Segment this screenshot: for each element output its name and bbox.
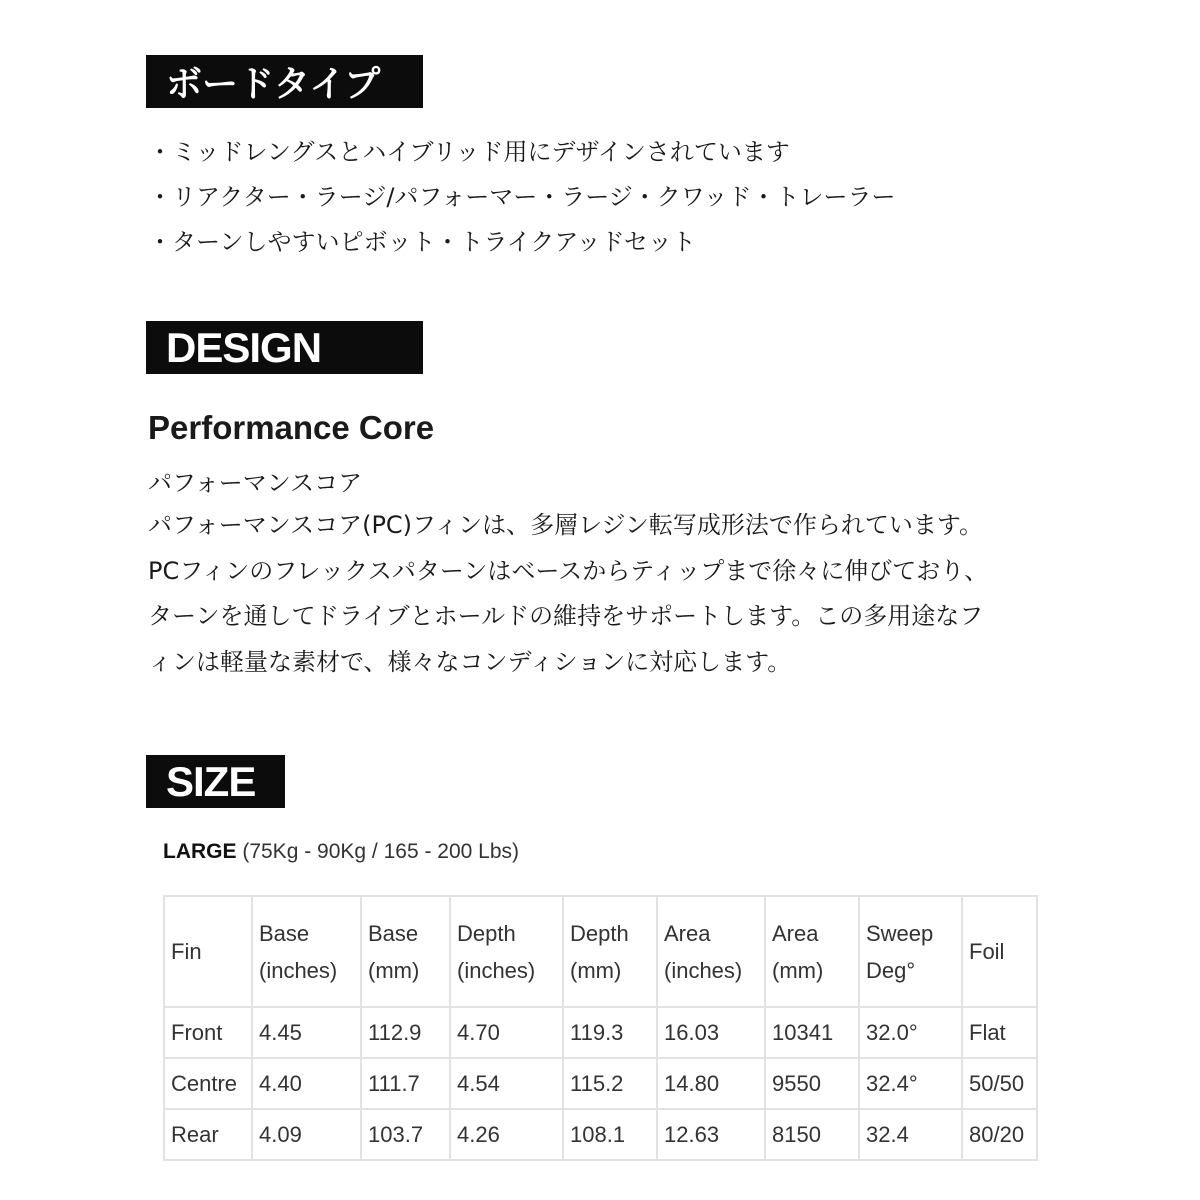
table-cell: 108.1: [563, 1109, 657, 1160]
table-row: [164, 1109, 1037, 1160]
header-line: Depth: [457, 920, 516, 946]
board-type-bullet: ・ターンしやすいピボット・トライクアッドセット: [148, 228, 696, 256]
header-area-mm: [765, 896, 859, 1007]
header-depth-inches: [450, 896, 563, 1007]
header-line: Foil: [969, 939, 1005, 964]
table-cell: 10341: [765, 1007, 859, 1058]
size-range: (75Kg - 90Kg / 165 - 200 Lbs): [236, 840, 520, 863]
table-cell: 16.03: [657, 1007, 765, 1058]
table-cell: 12.63: [657, 1109, 765, 1160]
header-line: Fin: [171, 939, 202, 964]
header-fin: [164, 896, 252, 1007]
size-caption: [163, 840, 519, 864]
header-foil: [962, 896, 1037, 1007]
design-description: [148, 503, 988, 685]
table-row: [164, 1007, 1037, 1058]
table-cell: Flat: [962, 1007, 1037, 1058]
header-sweep: [859, 896, 962, 1007]
table-cell: 111.7: [361, 1058, 450, 1109]
header-line: Sweep: [866, 920, 934, 946]
table-cell: Front: [164, 1007, 252, 1058]
table-cell: 4.54: [450, 1058, 563, 1109]
table-cell: 4.26: [450, 1109, 563, 1160]
design-description-line: ィンは軽量な素材で、様々なコンディションに対応します。: [148, 647, 792, 676]
table-cell: 112.9: [361, 1007, 450, 1058]
table-cell: 119.3: [563, 1007, 657, 1058]
table-cell: Rear: [164, 1109, 252, 1160]
design-description-line: ターンを通してドライブとホールドの維持をサポートします。この多用途なフ: [148, 602, 984, 630]
header-line: (inches): [259, 957, 338, 983]
performance-core-title-ja: パフォーマンスコア: [148, 469, 363, 497]
header-base-inches: [252, 896, 361, 1007]
header-area-inches: [657, 896, 765, 1007]
board-type-bullet: ・リアクター・ラージ/パフォーマー・ラージ・クワッド・トレーラー: [148, 183, 896, 211]
table-cell: 103.7: [361, 1109, 450, 1160]
table-header-row: [164, 896, 1037, 1007]
table-cell: 32.0°: [859, 1007, 962, 1058]
table-cell: 50/50: [962, 1058, 1037, 1109]
header-line: (inches): [664, 957, 743, 983]
size-heading: SIZE: [146, 755, 285, 808]
table-cell: 14.80: [657, 1058, 765, 1109]
design-description-line: パフォーマンスコア(PC)フィンは、多層レジン転写成形法で作られています。: [148, 511, 983, 539]
design-description-line: PCフィンのフレックスパターンはベースからティップまで徐々に伸びており、: [148, 556, 989, 585]
header-line: Depth: [570, 920, 629, 946]
header-line: Base: [259, 920, 310, 946]
header-line: Area: [664, 920, 711, 946]
performance-core-title: Performance Core: [148, 409, 435, 446]
header-line: Deg°: [866, 957, 916, 983]
table-cell: 4.09: [252, 1109, 361, 1160]
table-cell: 8150: [765, 1109, 859, 1160]
table-cell: 32.4°: [859, 1058, 962, 1109]
table-row: [164, 1058, 1037, 1109]
header-depth-mm: [563, 896, 657, 1007]
table-cell: 80/20: [962, 1109, 1037, 1160]
table-cell: 4.70: [450, 1007, 563, 1058]
header-line: Area: [772, 920, 819, 946]
board-type-bullet-list: [148, 130, 896, 265]
header-line: (mm): [368, 957, 420, 983]
table-cell: 4.40: [252, 1058, 361, 1109]
table-cell: 9550: [765, 1058, 859, 1109]
table-cell: Centre: [164, 1058, 252, 1109]
table-cell: 32.4: [859, 1109, 962, 1160]
board-type-heading: ボードタイプ: [146, 55, 423, 108]
header-line: (mm): [772, 957, 824, 983]
table-cell: 115.2: [563, 1058, 657, 1109]
design-heading: DESIGN: [146, 321, 423, 374]
header-line: Base: [368, 920, 419, 946]
size-label: LARGE: [163, 840, 237, 863]
header-line: (mm): [570, 957, 622, 983]
header-line: (inches): [457, 957, 536, 983]
fin-spec-table: [163, 895, 1038, 1161]
table-cell: 4.45: [252, 1007, 361, 1058]
header-base-mm: [361, 896, 450, 1007]
board-type-bullet: ・ミッドレングスとハイブリッド用にデザインされています: [148, 138, 790, 166]
